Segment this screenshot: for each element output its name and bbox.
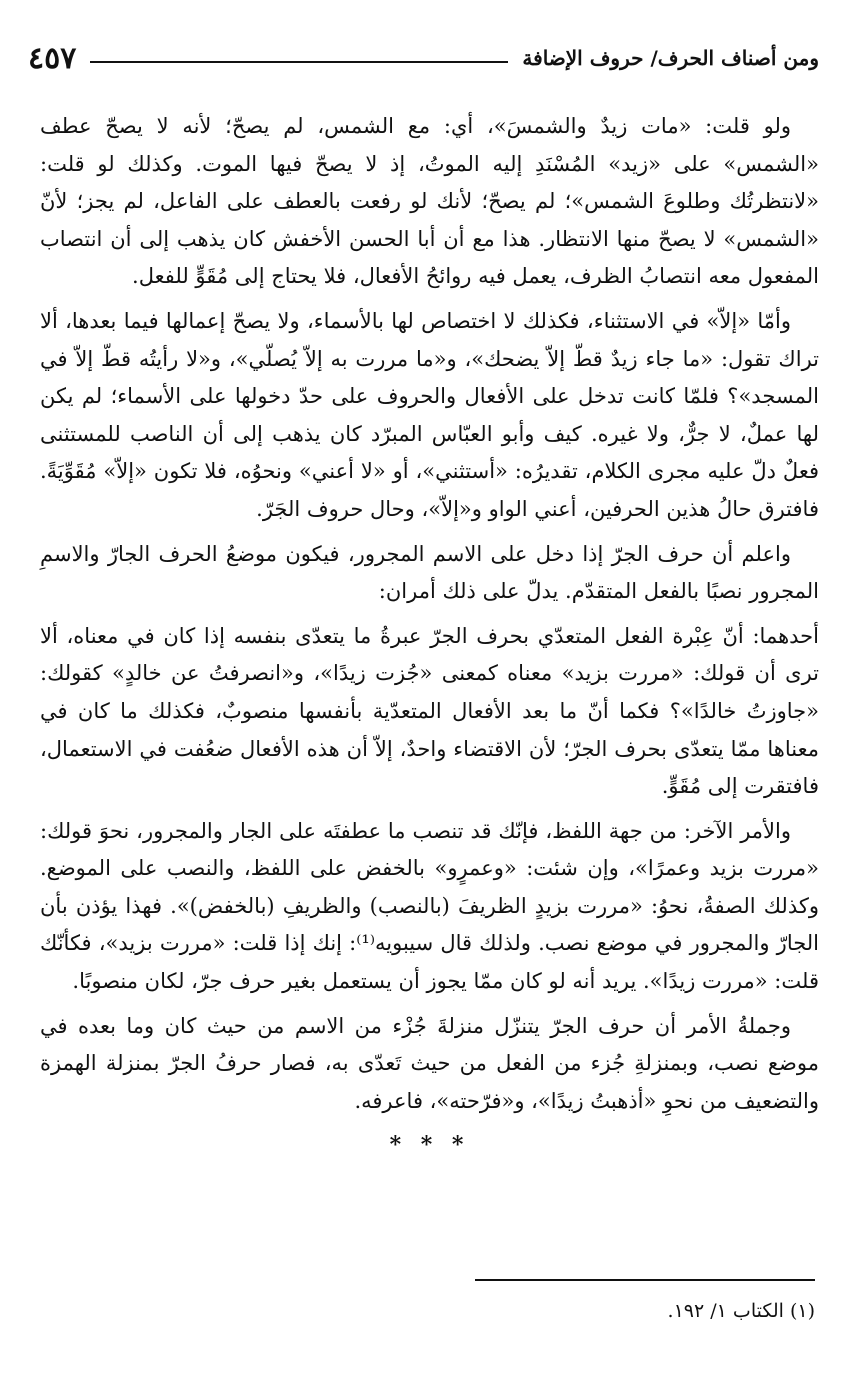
section-separator: * * *: [389, 1132, 470, 1159]
paragraph: والأمر الآخر: من جهة اللفظ، فإنّك قد تنصب ما عطفتَه على الجار والمجرور، نحوَ قولك: «مررت بزيد وعمرًا»، وإن شئت: «وعمرٍو» بالخفض على اللفظ، والنصب على الموضع. وكذلك الصفةُ، نحوُ: «مررت بزيدٍ الظريفَ (بالنصب) والظريفِ (بالخفض)». فهذا يؤذن بأن الجارّ والمجرور في موضع نصب. ولذلك قال سيبويه⁽¹⁾: إنك إذا قلت: «مررت بزيد»، فكأنّك قلت: «مررت زيدًا». يريد أنه لو كان ممّا يجوز أن يستعمل بغير حرف جرّ، لكان منصوبًا.: [40, 818, 820, 994]
footnote: (١) الكتاب ١/ ١٩٢.: [667, 1300, 815, 1322]
paragraph: ولو قلت: «مات زيدٌ والشمسَ»، أي: مع الشمس، لم يصحّ؛ لأنه لا يصحّ عطف «الشمس» على «زيد» المُسْنَدِ إليه الموتُ، إذ لا يصحّ فيها الموت. وكذلك لو قلت: «لانتظرتُك وطلوعَ الشمس»؛ لم يصحّ؛ لأنك لو رفعت بالعطف على الفاعل، لم يجز؛ لأنّ «الشمس» لا يصحّ منها الانتظار. هذا مع أن أبا الحسن الأخفش كان يذهب إلى أن انتصاب المفعول معه انتصابُ الظرف، يعمل فيه روائحُ الأفعال، فلا يحتاج إلى مُقَوٍّ للفعل.: [40, 114, 819, 289]
paragraph: وأمّا «إلاّ» في الاستثناء، فكذلك لا اختصاص لها بالأسماء، ولا يصحّ إعمالها فيما بعدها، ألا تراك تقول: «ما جاء زيدٌ قطّ إلاّ يضحك»، و«ما مررت به إلاّ يُصلّي»، و«لا رأيتُه قطّ إلاّ في المسجد»؟ فلمّا كانت تدخل على الأفعال والحروف على حدّ دخولها على الأسماء؛ لم يكن لها عملٌ، لا جرٌّ، ولا غيره. كيف وأبو العبّاس المبرّد كان يذهب إلى أن الناصب للمستثنى فعلٌ دلّ عليه مجرى الكلام، تقديرُه: «أستثني»، أو «لا أعني» ونحوُه، فلا تكون «إلاّ» مُقَوِّيَةً. فافترق حالُ هذين الحرفين، أعني الواو و«إلاّ»، وحال حروف الجَرّ.: [40, 308, 819, 521]
page-body: [40, 108, 819, 1165]
paragraph: وجملةُ الأمر أن حرف الجرّ يتنزّل منزلةَ جُزْء من الاسم من حيث كان وما بعده في موضع نصب، وبمنزلةِ جُزء من الفعل من حيث تَعدّى به، فصار حرفُ الجرّ بمنزلة الهمزة والتضعيف من نحوِ «أذهبتُ زيدًا»، و«فرّحته»، فاعرفه.: [40, 1013, 819, 1113]
header-rule: [90, 61, 508, 63]
running-title: ومن أصناف الحرف/ حروف الإضافة: [522, 46, 819, 70]
footnote-rule: [475, 1279, 815, 1281]
paragraph: واعلم أن حرف الجرّ إذا دخل على الاسم المجرور، فيكون موضعُ الحرف الجارّ والاسمِ المجرور نصبًا بالفعل المتقدّم. يدلّ على ذلك أمران:: [40, 541, 819, 604]
paragraph: أحدهما: أنّ عِبْرة الفعل المتعدّي بحرف الجرّ عبرةُ ما يتعدّى بنفسه إذا كان في معناه، ألا ترى أن قولك: «مررت بزيد» معناه كمعنى «جُزت زيدًا»، و«انصرفتُ عن خالدٍ» كقولك: «جاوزتُ خالدًا»؟ فكما أنّ ما بعد الأفعال المتعدّية بأنفسها منصوبٌ، فكذلك ما كان في معناها ممّا يتعدّى بحرف الجرّ؛ لأن الاقتضاء واحدٌ، إلاّ أن هذه الأفعال ضعُفت في الاستعمال، فافتقرت إلى مُقَوٍّ.: [40, 623, 819, 799]
page-number: ٤٥٧: [28, 40, 77, 76]
page-header: [28, 38, 819, 78]
